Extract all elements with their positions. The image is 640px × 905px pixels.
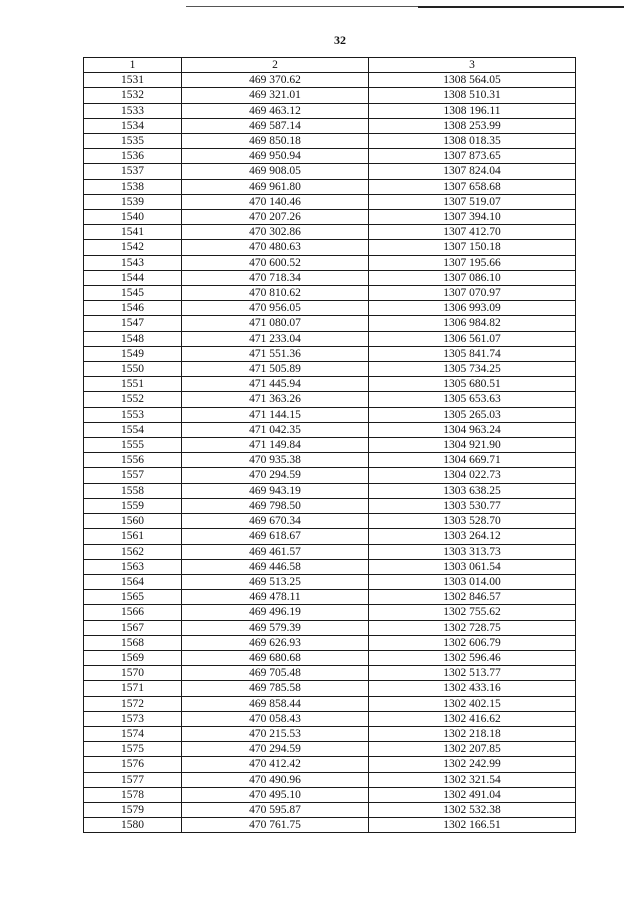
point-number-cell: 1536 xyxy=(84,149,182,164)
table-row xyxy=(84,346,576,361)
x-coordinate-cell: 469 908.05 xyxy=(182,164,369,179)
table-row xyxy=(84,286,576,301)
x-coordinate-cell: 471 149.84 xyxy=(182,438,369,453)
table-row xyxy=(84,605,576,620)
point-number-cell: 1556 xyxy=(84,453,182,468)
point-number-cell: 1575 xyxy=(84,742,182,757)
table-row xyxy=(84,438,576,453)
table-row xyxy=(84,134,576,149)
x-coordinate-cell: 470 810.62 xyxy=(182,286,369,301)
x-coordinate-cell: 470 490.96 xyxy=(182,772,369,787)
point-number-cell: 1540 xyxy=(84,210,182,225)
point-number-cell: 1579 xyxy=(84,802,182,817)
y-coordinate-cell: 1302 321.54 xyxy=(369,772,576,787)
x-coordinate-cell: 470 480.63 xyxy=(182,240,369,255)
table-row xyxy=(84,407,576,422)
y-coordinate-cell: 1307 412.70 xyxy=(369,225,576,240)
x-coordinate-cell: 470 294.59 xyxy=(182,468,369,483)
x-coordinate-cell: 471 505.89 xyxy=(182,362,369,377)
point-number-cell: 1568 xyxy=(84,635,182,650)
y-coordinate-cell: 1302 416.62 xyxy=(369,711,576,726)
y-coordinate-cell: 1306 984.82 xyxy=(369,316,576,331)
point-number-cell: 1544 xyxy=(84,270,182,285)
y-coordinate-cell: 1302 532.38 xyxy=(369,802,576,817)
point-number-cell: 1569 xyxy=(84,650,182,665)
y-coordinate-cell: 1305 653.63 xyxy=(369,392,576,407)
y-coordinate-cell: 1308 018.35 xyxy=(369,134,576,149)
table-row xyxy=(84,392,576,407)
y-coordinate-cell: 1302 166.51 xyxy=(369,818,576,833)
table-row xyxy=(84,635,576,650)
y-coordinate-cell: 1304 669.71 xyxy=(369,453,576,468)
x-coordinate-cell: 470 956.05 xyxy=(182,301,369,316)
point-number-cell: 1578 xyxy=(84,787,182,802)
y-coordinate-cell: 1306 561.07 xyxy=(369,331,576,346)
point-number-cell: 1560 xyxy=(84,514,182,529)
x-coordinate-cell: 469 321.01 xyxy=(182,88,369,103)
y-coordinate-cell: 1303 014.00 xyxy=(369,574,576,589)
y-coordinate-cell: 1303 313.73 xyxy=(369,544,576,559)
x-coordinate-cell: 469 618.67 xyxy=(182,529,369,544)
table-row xyxy=(84,88,576,103)
y-coordinate-cell: 1302 491.04 xyxy=(369,787,576,802)
point-number-cell: 1552 xyxy=(84,392,182,407)
point-number-cell: 1572 xyxy=(84,696,182,711)
point-number-cell: 1577 xyxy=(84,772,182,787)
point-number-cell: 1554 xyxy=(84,422,182,437)
y-coordinate-cell: 1302 596.46 xyxy=(369,650,576,665)
table-row xyxy=(84,544,576,559)
x-coordinate-cell: 469 785.58 xyxy=(182,681,369,696)
y-coordinate-cell: 1307 519.07 xyxy=(369,194,576,209)
point-number-cell: 1550 xyxy=(84,362,182,377)
column-header-1: 1 xyxy=(84,58,182,73)
point-number-cell: 1541 xyxy=(84,225,182,240)
point-number-cell: 1542 xyxy=(84,240,182,255)
table-row xyxy=(84,331,576,346)
x-coordinate-cell: 471 233.04 xyxy=(182,331,369,346)
y-coordinate-cell: 1302 433.16 xyxy=(369,681,576,696)
point-number-cell: 1551 xyxy=(84,377,182,392)
y-coordinate-cell: 1303 638.25 xyxy=(369,483,576,498)
y-coordinate-cell: 1302 513.77 xyxy=(369,666,576,681)
y-coordinate-cell: 1307 873.65 xyxy=(369,149,576,164)
y-coordinate-cell: 1307 150.18 xyxy=(369,240,576,255)
point-number-cell: 1559 xyxy=(84,498,182,513)
x-coordinate-cell: 470 302.86 xyxy=(182,225,369,240)
table-row xyxy=(84,255,576,270)
y-coordinate-cell: 1304 022.73 xyxy=(369,468,576,483)
x-coordinate-cell: 469 461.57 xyxy=(182,544,369,559)
page-number: 32 xyxy=(334,33,346,47)
x-coordinate-cell: 469 513.25 xyxy=(182,574,369,589)
x-coordinate-cell: 469 496.19 xyxy=(182,605,369,620)
point-number-cell: 1567 xyxy=(84,620,182,635)
point-number-cell: 1576 xyxy=(84,757,182,772)
x-coordinate-cell: 470 294.59 xyxy=(182,742,369,757)
point-number-cell: 1547 xyxy=(84,316,182,331)
table-row xyxy=(84,301,576,316)
table-row xyxy=(84,666,576,681)
table-row xyxy=(84,574,576,589)
x-coordinate-cell: 469 950.94 xyxy=(182,149,369,164)
table-row xyxy=(84,787,576,802)
table-row xyxy=(84,453,576,468)
table-row xyxy=(84,742,576,757)
table-row xyxy=(84,240,576,255)
y-coordinate-cell: 1302 402.15 xyxy=(369,696,576,711)
x-coordinate-cell: 469 850.18 xyxy=(182,134,369,149)
y-coordinate-cell: 1302 846.57 xyxy=(369,590,576,605)
point-number-cell: 1573 xyxy=(84,711,182,726)
table-row xyxy=(84,270,576,285)
point-number-cell: 1535 xyxy=(84,134,182,149)
table-row xyxy=(84,210,576,225)
x-coordinate-cell: 471 042.35 xyxy=(182,422,369,437)
x-coordinate-cell: 469 579.39 xyxy=(182,620,369,635)
x-coordinate-cell: 471 551.36 xyxy=(182,346,369,361)
x-coordinate-cell: 469 670.34 xyxy=(182,514,369,529)
table-row xyxy=(84,529,576,544)
point-number-cell: 1532 xyxy=(84,88,182,103)
table-row xyxy=(84,179,576,194)
y-coordinate-cell: 1308 510.31 xyxy=(369,88,576,103)
y-coordinate-cell: 1308 253.99 xyxy=(369,118,576,133)
y-coordinate-cell: 1308 564.05 xyxy=(369,73,576,88)
x-coordinate-cell: 470 140.46 xyxy=(182,194,369,209)
point-number-cell: 1537 xyxy=(84,164,182,179)
header-rule-thick xyxy=(418,6,624,8)
x-coordinate-cell: 470 058.43 xyxy=(182,711,369,726)
y-coordinate-cell: 1303 061.54 xyxy=(369,559,576,574)
point-number-cell: 1555 xyxy=(84,438,182,453)
table-body xyxy=(84,73,576,833)
point-number-cell: 1562 xyxy=(84,544,182,559)
point-number-cell: 1566 xyxy=(84,605,182,620)
point-number-cell: 1533 xyxy=(84,103,182,118)
point-number-cell: 1546 xyxy=(84,301,182,316)
x-coordinate-cell: 469 446.58 xyxy=(182,559,369,574)
y-coordinate-cell: 1305 841.74 xyxy=(369,346,576,361)
table-row xyxy=(84,620,576,635)
table-row xyxy=(84,681,576,696)
y-coordinate-cell: 1307 070.97 xyxy=(369,286,576,301)
point-number-cell: 1571 xyxy=(84,681,182,696)
table-row xyxy=(84,225,576,240)
point-number-cell: 1570 xyxy=(84,666,182,681)
y-coordinate-cell: 1302 242.99 xyxy=(369,757,576,772)
table-header-row xyxy=(84,58,576,73)
point-number-cell: 1539 xyxy=(84,194,182,209)
point-number-cell: 1549 xyxy=(84,346,182,361)
y-coordinate-cell: 1303 264.12 xyxy=(369,529,576,544)
table-row xyxy=(84,650,576,665)
y-coordinate-cell: 1307 195.66 xyxy=(369,255,576,270)
x-coordinate-cell: 469 626.93 xyxy=(182,635,369,650)
point-number-cell: 1531 xyxy=(84,73,182,88)
table-row xyxy=(84,498,576,513)
point-number-cell: 1553 xyxy=(84,407,182,422)
x-coordinate-cell: 471 144.15 xyxy=(182,407,369,422)
table-row xyxy=(84,696,576,711)
table-row xyxy=(84,483,576,498)
y-coordinate-cell: 1305 680.51 xyxy=(369,377,576,392)
x-coordinate-cell: 470 215.53 xyxy=(182,726,369,741)
x-coordinate-cell: 470 600.52 xyxy=(182,255,369,270)
x-coordinate-cell: 470 412.42 xyxy=(182,757,369,772)
coordinates-table xyxy=(83,57,576,833)
point-number-cell: 1558 xyxy=(84,483,182,498)
y-coordinate-cell: 1302 755.62 xyxy=(369,605,576,620)
y-coordinate-cell: 1302 728.75 xyxy=(369,620,576,635)
x-coordinate-cell: 470 495.10 xyxy=(182,787,369,802)
table-row xyxy=(84,514,576,529)
table-row xyxy=(84,164,576,179)
point-number-cell: 1580 xyxy=(84,818,182,833)
point-number-cell: 1543 xyxy=(84,255,182,270)
point-number-cell: 1563 xyxy=(84,559,182,574)
x-coordinate-cell: 469 463.12 xyxy=(182,103,369,118)
x-coordinate-cell: 469 478.11 xyxy=(182,590,369,605)
table-row xyxy=(84,149,576,164)
y-coordinate-cell: 1303 530.77 xyxy=(369,498,576,513)
point-number-cell: 1538 xyxy=(84,179,182,194)
table-row xyxy=(84,590,576,605)
column-header-2: 2 xyxy=(182,58,369,73)
point-number-cell: 1561 xyxy=(84,529,182,544)
point-number-cell: 1534 xyxy=(84,118,182,133)
table-row xyxy=(84,711,576,726)
y-coordinate-cell: 1303 528.70 xyxy=(369,514,576,529)
table-row xyxy=(84,802,576,817)
y-coordinate-cell: 1306 993.09 xyxy=(369,301,576,316)
table-row xyxy=(84,194,576,209)
table-row xyxy=(84,757,576,772)
point-number-cell: 1557 xyxy=(84,468,182,483)
y-coordinate-cell: 1302 606.79 xyxy=(369,635,576,650)
column-header-3: 3 xyxy=(369,58,576,73)
x-coordinate-cell: 469 370.62 xyxy=(182,73,369,88)
x-coordinate-cell: 470 718.34 xyxy=(182,270,369,285)
x-coordinate-cell: 470 935.38 xyxy=(182,453,369,468)
y-coordinate-cell: 1307 394.10 xyxy=(369,210,576,225)
y-coordinate-cell: 1305 734.25 xyxy=(369,362,576,377)
x-coordinate-cell: 469 680.68 xyxy=(182,650,369,665)
x-coordinate-cell: 471 363.26 xyxy=(182,392,369,407)
y-coordinate-cell: 1304 921.90 xyxy=(369,438,576,453)
table-row xyxy=(84,818,576,833)
point-number-cell: 1545 xyxy=(84,286,182,301)
y-coordinate-cell: 1302 207.85 xyxy=(369,742,576,757)
y-coordinate-cell: 1307 824.04 xyxy=(369,164,576,179)
y-coordinate-cell: 1307 086.10 xyxy=(369,270,576,285)
table-row xyxy=(84,73,576,88)
table-row xyxy=(84,422,576,437)
table-row xyxy=(84,726,576,741)
y-coordinate-cell: 1304 963.24 xyxy=(369,422,576,437)
table-row xyxy=(84,559,576,574)
table-row xyxy=(84,118,576,133)
x-coordinate-cell: 469 705.48 xyxy=(182,666,369,681)
x-coordinate-cell: 469 587.14 xyxy=(182,118,369,133)
table-row xyxy=(84,468,576,483)
x-coordinate-cell: 469 798.50 xyxy=(182,498,369,513)
y-coordinate-cell: 1302 218.18 xyxy=(369,726,576,741)
table-row xyxy=(84,362,576,377)
x-coordinate-cell: 470 595.87 xyxy=(182,802,369,817)
table-row xyxy=(84,377,576,392)
x-coordinate-cell: 470 761.75 xyxy=(182,818,369,833)
x-coordinate-cell: 471 080.07 xyxy=(182,316,369,331)
point-number-cell: 1565 xyxy=(84,590,182,605)
y-coordinate-cell: 1305 265.03 xyxy=(369,407,576,422)
table-row xyxy=(84,772,576,787)
table-row xyxy=(84,316,576,331)
x-coordinate-cell: 469 943.19 xyxy=(182,483,369,498)
point-number-cell: 1564 xyxy=(84,574,182,589)
point-number-cell: 1574 xyxy=(84,726,182,741)
table-row xyxy=(84,103,576,118)
x-coordinate-cell: 469 961.80 xyxy=(182,179,369,194)
x-coordinate-cell: 470 207.26 xyxy=(182,210,369,225)
y-coordinate-cell: 1307 658.68 xyxy=(369,179,576,194)
point-number-cell: 1548 xyxy=(84,331,182,346)
y-coordinate-cell: 1308 196.11 xyxy=(369,103,576,118)
x-coordinate-cell: 471 445.94 xyxy=(182,377,369,392)
x-coordinate-cell: 469 858.44 xyxy=(182,696,369,711)
